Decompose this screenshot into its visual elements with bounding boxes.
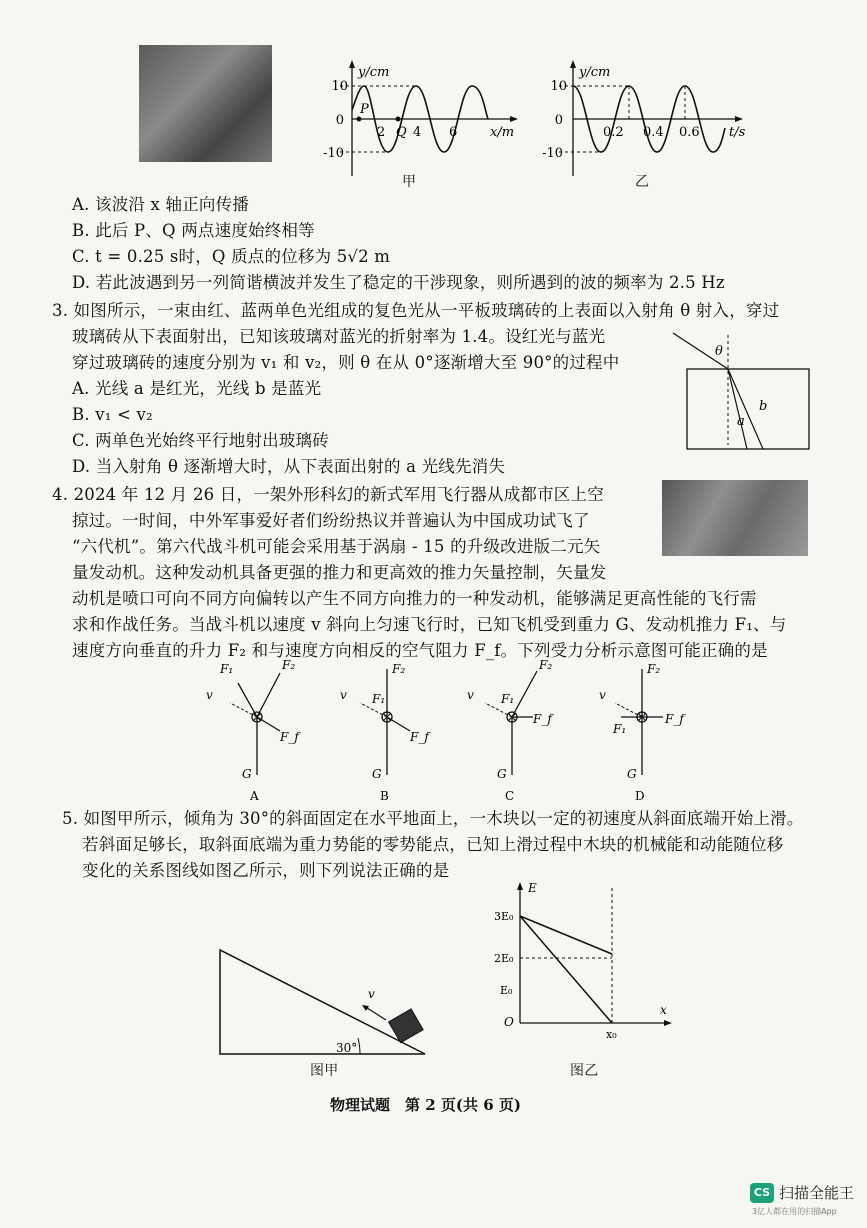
wave-photo — [139, 45, 272, 162]
ray-b-label: b — [759, 399, 768, 414]
wave-graph-jia — [323, 56, 530, 186]
tick-x-4: 4 — [413, 125, 422, 140]
v-label: v — [467, 688, 474, 702]
v-label: v — [368, 987, 375, 1001]
q5-stem-2: 若斜面足够长，取斜面底端为重力势能的零势能点，已知上滑过程中木块的机械能和动能随位移 — [82, 835, 784, 854]
q4-stem-3: “六代机”。第六代战斗机可能会采用基于涡扇 - 15 的升级改进版二元矢 — [72, 537, 601, 556]
q4-stem-6: 求和作战任务。当战斗机以速度 v 斜向上匀速飞行时，已知飞机受到重力 G、发动机推力 F₁、与 — [72, 615, 787, 634]
option-label: B — [380, 789, 389, 803]
wave-graph-yi — [542, 56, 755, 186]
q4-stem-1: 4. 2024 年 12 月 26 日，一架外形科幻的新式军用飞行器从成都市区上空 — [52, 485, 604, 504]
caption-jia: 甲 — [402, 174, 417, 190]
page-footer: 物理试题 第 2 页(共 6 页) — [330, 1096, 521, 1114]
g-label: G — [497, 767, 507, 781]
glass-slab-figure — [655, 325, 815, 455]
force-diagram-a — [200, 655, 310, 805]
fighter-jet-photo — [662, 480, 808, 556]
tick-x-0-6: 0.6 — [679, 125, 700, 140]
q2-option-c: C. t = 0.25 s时，Q 质点的位移为 5√2 m — [72, 247, 391, 266]
q3-stem-1: 3. 如图所示，一束由红、蓝两单色光组成的复色光从一平板玻璃砖的上表面以入射角 θ 射入，穿过 — [52, 301, 780, 320]
q2-option-a: A. 该波沿 x 轴正向传播 — [72, 195, 250, 214]
f1-label: F₁ — [501, 692, 515, 706]
q4-stem-4: 量发动机。这种发动机具备更强的推力和更高效的推力矢量控制，矢量发 — [72, 563, 607, 582]
f1-label: F₁ — [613, 722, 627, 736]
camscanner-name: 扫描全能王 — [779, 1184, 855, 1202]
q4-stem-5: 动机是喷口可向不同方向偏转以产生不同方向推力的一种发动机，能够满足更高性能的飞行需 — [72, 589, 757, 608]
q5-stem-3: 变化的关系图线如图乙所示，则下列说法正确的是 — [82, 861, 450, 880]
tick-y-10: 10 — [331, 79, 348, 94]
q3-option-c: C. 两单色光始终平行地射出玻璃砖 — [72, 431, 329, 450]
incline-figure — [210, 940, 440, 1080]
f1-label: F₁ — [220, 662, 234, 676]
ff-label: F_f — [280, 730, 299, 744]
f1-label: F₁ — [372, 692, 386, 706]
tick-x-0-2: 0.2 — [603, 125, 624, 140]
f2-label: F₂ — [282, 658, 296, 672]
camscanner-tagline: 3亿人都在用的扫描App — [752, 1207, 837, 1216]
force-diagram-b — [330, 655, 440, 805]
ff-label: F_f — [665, 712, 684, 726]
q2-option-b: B. 此后 P、Q 两点速度始终相等 — [72, 221, 315, 240]
f2-label: F₂ — [392, 662, 406, 676]
tick-3e0: 3E₀ — [494, 910, 514, 923]
q3-option-b: B. v₁ < v₂ — [72, 405, 153, 424]
origin-label: O — [504, 1015, 514, 1029]
caption-fig-yi: 图乙 — [570, 1063, 599, 1079]
theta-label: θ — [715, 344, 723, 359]
q3-option-a: A. 光线 a 是红光，光线 b 是蓝光 — [72, 379, 322, 398]
ff-label: F_f — [533, 712, 552, 726]
x-axis-label: t/s — [729, 125, 746, 140]
tick-x-2: 2 — [377, 125, 386, 140]
y-axis-label: y/cm — [358, 65, 390, 80]
q2-option-d: D. 若此波遇到另一列简谐横波并发生了稳定的干涉现象，则所遇到的波的频率为 2.5 Hz — [72, 273, 725, 292]
point-q-label: Q — [396, 125, 407, 140]
v-label: v — [206, 688, 213, 702]
q3-option-d: D. 当入射角 θ 逐渐增大时，从下表面出射的 a 光线先消失 — [72, 457, 506, 476]
angle-label: 30° — [336, 1041, 358, 1055]
x-axis-label: x — [660, 1003, 667, 1017]
force-diagram-c — [455, 655, 565, 805]
tick-y-0: 0 — [335, 113, 344, 128]
tick-x0: x₀ — [606, 1028, 617, 1041]
caption-fig-jia: 图甲 — [310, 1063, 339, 1079]
caption-yi: 乙 — [635, 174, 650, 190]
ray-a-label: a — [737, 414, 745, 429]
tick-y-neg10: -10 — [323, 146, 344, 161]
ff-label: F_f — [410, 730, 429, 744]
force-diagram-d — [585, 655, 695, 805]
camscanner-logo-icon: CS — [750, 1183, 774, 1203]
y-axis-label: E — [528, 881, 537, 895]
f2-label: F₂ — [539, 658, 553, 672]
q4-stem-2: 掠过。一时间，中外军事爱好者们纷纷热议并普遍认为中国成功试飞了 — [72, 511, 590, 530]
tick-y-neg10: -10 — [542, 146, 563, 161]
tick-e0: E₀ — [500, 984, 513, 997]
v-label: v — [340, 688, 347, 702]
tick-y-10: 10 — [550, 79, 567, 94]
option-label: D — [635, 789, 645, 803]
v-label: v — [599, 688, 606, 702]
tick-x-0-4: 0.4 — [643, 125, 664, 140]
tick-2e0: 2E₀ — [494, 952, 514, 965]
q3-stem-2: 玻璃砖从下表面射出，已知该玻璃对蓝光的折射率为 1.4。设红光与蓝光 — [72, 327, 606, 346]
option-label: C — [505, 789, 515, 803]
q4-stem-7: 速度方向垂直的升力 F₂ 和与速度方向相反的空气阻力 F_f。下列受力分析示意图可能正确的是 — [72, 641, 768, 660]
tick-y-0: 0 — [554, 113, 563, 128]
point-p-label: P — [360, 102, 369, 117]
g-label: G — [372, 767, 382, 781]
q5-stem-1: 5. 如图甲所示，倾角为 30°的斜面固定在水平地面上，一木块以一定的初速度从斜面底端开始上滑。 — [62, 809, 804, 828]
y-axis-label: y/cm — [579, 65, 611, 80]
g-label: G — [242, 767, 252, 781]
option-label: A — [250, 789, 259, 803]
x-axis-label: x/m — [490, 125, 515, 140]
q3-stem-3: 穿过玻璃砖的速度分别为 v₁ 和 v₂，则 θ 在从 0°逐渐增大至 90°的过程中 — [72, 353, 620, 372]
f2-label: F₂ — [647, 662, 661, 676]
g-label: G — [627, 767, 637, 781]
tick-x-6: 6 — [449, 125, 458, 140]
energy-graph — [490, 878, 680, 1041]
